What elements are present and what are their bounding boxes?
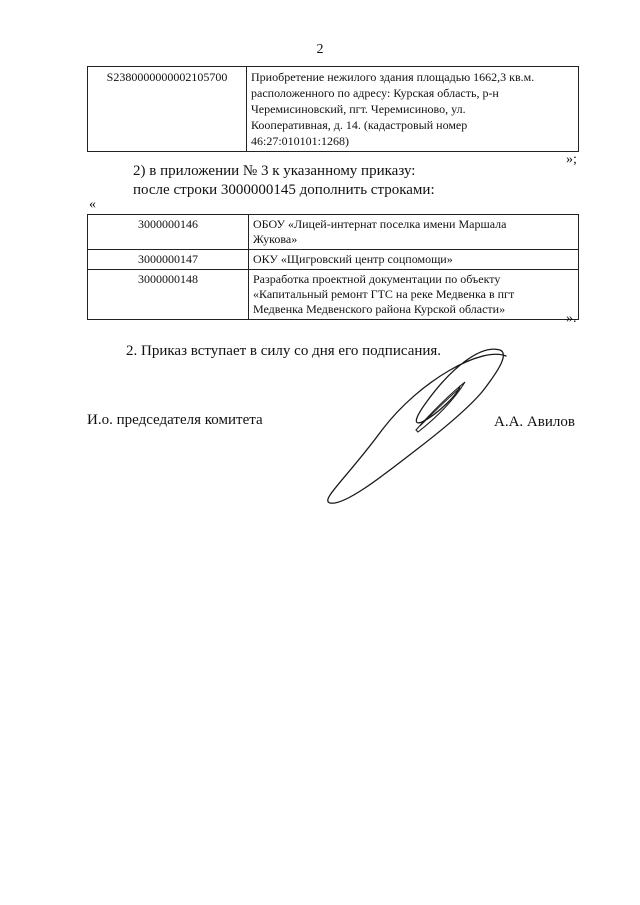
table-cell-description	[247, 67, 579, 152]
budget-code-table-1	[87, 66, 579, 152]
description-line: ОБОУ «Лицей-интернат поселка имени Маршала	[253, 217, 507, 231]
closing-quote: »;	[566, 152, 577, 167]
description-line: Приобретение нежилого здания площадью 1662,3 кв.м.	[251, 70, 535, 84]
description-line: Жукова»	[253, 232, 298, 246]
page-number: 2	[316, 42, 324, 57]
table-cell-code: 3000000147	[88, 250, 249, 270]
description-line: Черемисиновский, пгт. Черемисиново, ул.	[251, 102, 466, 116]
handwritten-signature	[300, 340, 530, 510]
table-cell-code: 3000000148	[88, 270, 249, 320]
signature-stroke	[328, 349, 506, 503]
table-row	[88, 250, 579, 270]
description-line: Медвенка Медвенского района Курской области»	[253, 302, 506, 316]
item-2-text-line-1: 2) в приложении № 3 к указанному приказу:	[133, 163, 416, 179]
description-line: Разработка проектной документации по объекту	[253, 272, 501, 286]
description-line: «Капитальный ремонт ГТС на реке Медвенка в пгт	[253, 287, 515, 301]
description-line: Кооперативная, д. 14. (кадастровый номер	[251, 118, 468, 132]
signature-inner-stroke	[420, 388, 460, 426]
table-cell-description	[249, 215, 579, 250]
table-row	[88, 215, 579, 250]
table-cell-description	[249, 270, 579, 320]
item-2-text-line-2: после строки 3000000145 дополнить строками:	[133, 182, 435, 198]
table-cell-description	[249, 250, 579, 270]
closing-quote: ».	[566, 311, 577, 326]
table-cell-code: 3000000146	[88, 215, 249, 250]
description-line: 46:27:010101:1268)	[251, 134, 349, 148]
budget-code-table-2	[87, 214, 579, 320]
table-row	[88, 67, 579, 152]
description-line: ОКУ «Щигровский центр соцпомощи»	[253, 252, 453, 266]
table-row	[88, 270, 579, 320]
signer-position: И.о. председателя комитета	[87, 412, 263, 428]
opening-quote: «	[89, 197, 96, 212]
table-cell-code: S2380000000002105700	[88, 67, 247, 152]
signer-name: А.А. Авилов	[494, 414, 575, 430]
description-line: расположенного по адресу: Курская область, р-н	[251, 86, 499, 100]
effective-clause: 2. Приказ вступает в силу со дня его подписания.	[126, 343, 442, 359]
